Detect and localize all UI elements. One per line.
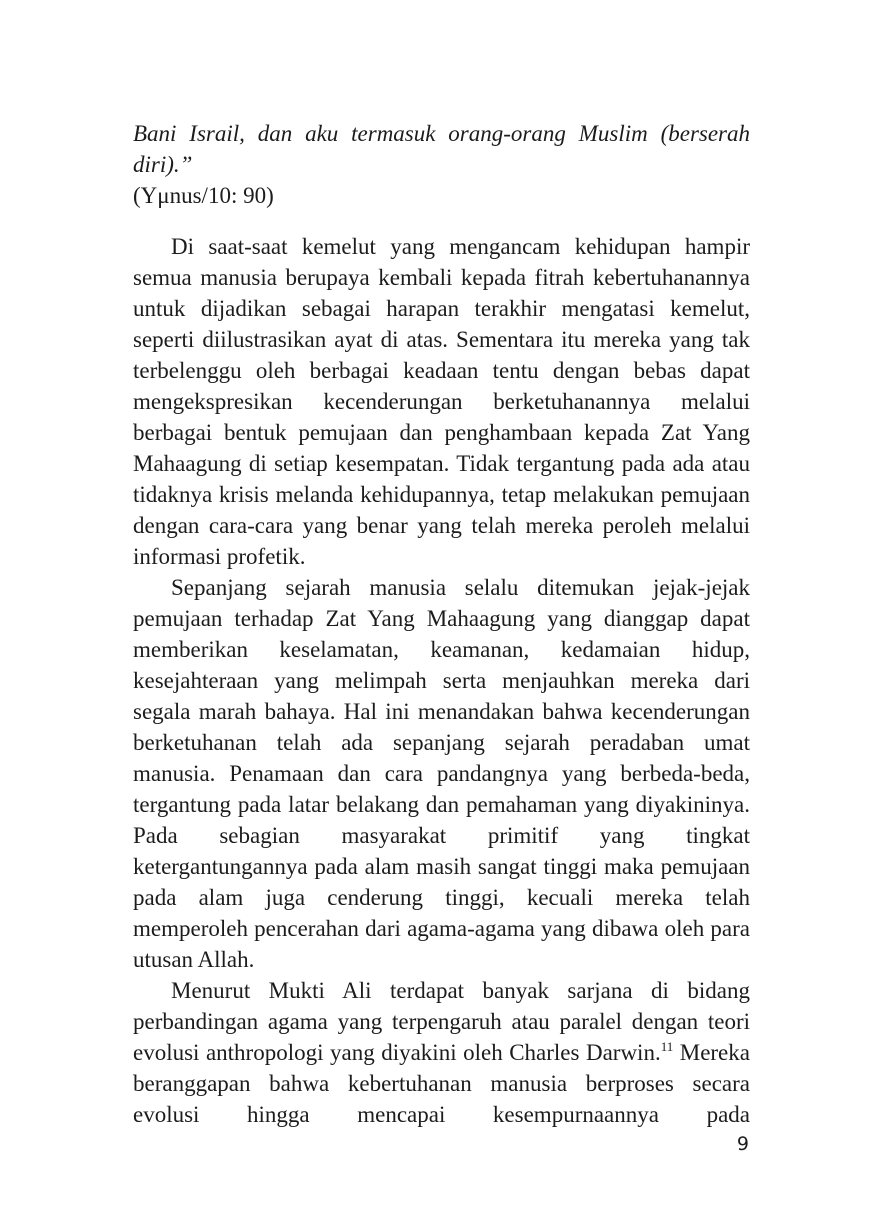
- paragraph-3-text-end: Mereka beranggapan bahwa kebertuhanan manusia berproses secara evolusi hingga mencapai kesempurnaannya pada: [133, 1040, 750, 1127]
- paragraph-3-text-start: Menurut Mukti Ali terdapat banyak sarjana di bidang perbandingan agama yang terpengaruh atau paralel dengan teori evolusi anthropologi yang diyakini oleh Charles Darwin.: [133, 978, 750, 1065]
- footnote-reference[interactable]: 11: [660, 1039, 674, 1054]
- paragraph-3: [133, 975, 750, 1130]
- verse-citation: (Yμnus/10: 90): [133, 183, 274, 208]
- paragraph-1: Di saat-saat kemelut yang mengancam kehidupan hampir semua manusia berupaya kembali kepada fitrah kebertuhanannya untuk dijadikan sebagai harapan terakhir mengatasi kemelut, seperti diilustrasikan ayat di atas. Sementara itu mereka yang tak terbelenggu oleh berbagai keadaan tentu dengan bebas dapat mengekspresikan kecenderungan berketuhanannya melalui berbagai bentuk pemujaan dan penghambaan kepada Zat Yang Mahaagung di setiap kesempatan. Tidak tergantung pada ada atau tidaknya krisis melanda kehidupannya, tetap melakukan pemujaan dengan cara-cara yang benar yang telah mereka peroleh melalui informasi profetik.: [133, 234, 750, 569]
- page-number: 9: [736, 1133, 749, 1155]
- paragraph-2: Sepanjang sejarah manusia selalu ditemukan jejak-jejak pemujaan terhadap Zat Yang Mahaagung yang dianggap dapat memberikan keselamatan, keamanan, kedamaian hidup, kesejahteraan yang melimpah serta menjauhkan mereka dari segala marah bahaya. Hal ini menandakan bahwa kecenderungan berketuhanan telah ada sepanjang sejarah peradaban umat manusia. Penamaan dan cara pandangnya yang berbeda-beda, tergantung pada latar belakang dan pemahaman yang diyakininya. Pada sebagian masyarakat primitif yang tingkat ketergantungannya pada alam masih sangat tinggi maka pemujaan pada alam juga cenderung tinggi, kecuali mereka telah memperoleh pencerahan dari agama-agama yang dibawa oleh para utusan Allah.: [133, 575, 750, 972]
- body-text: [133, 118, 750, 1130]
- quranic-translation-quote: Bani Israil, dan aku termasuk orang-orang Muslim (berserah diri).”: [133, 121, 750, 177]
